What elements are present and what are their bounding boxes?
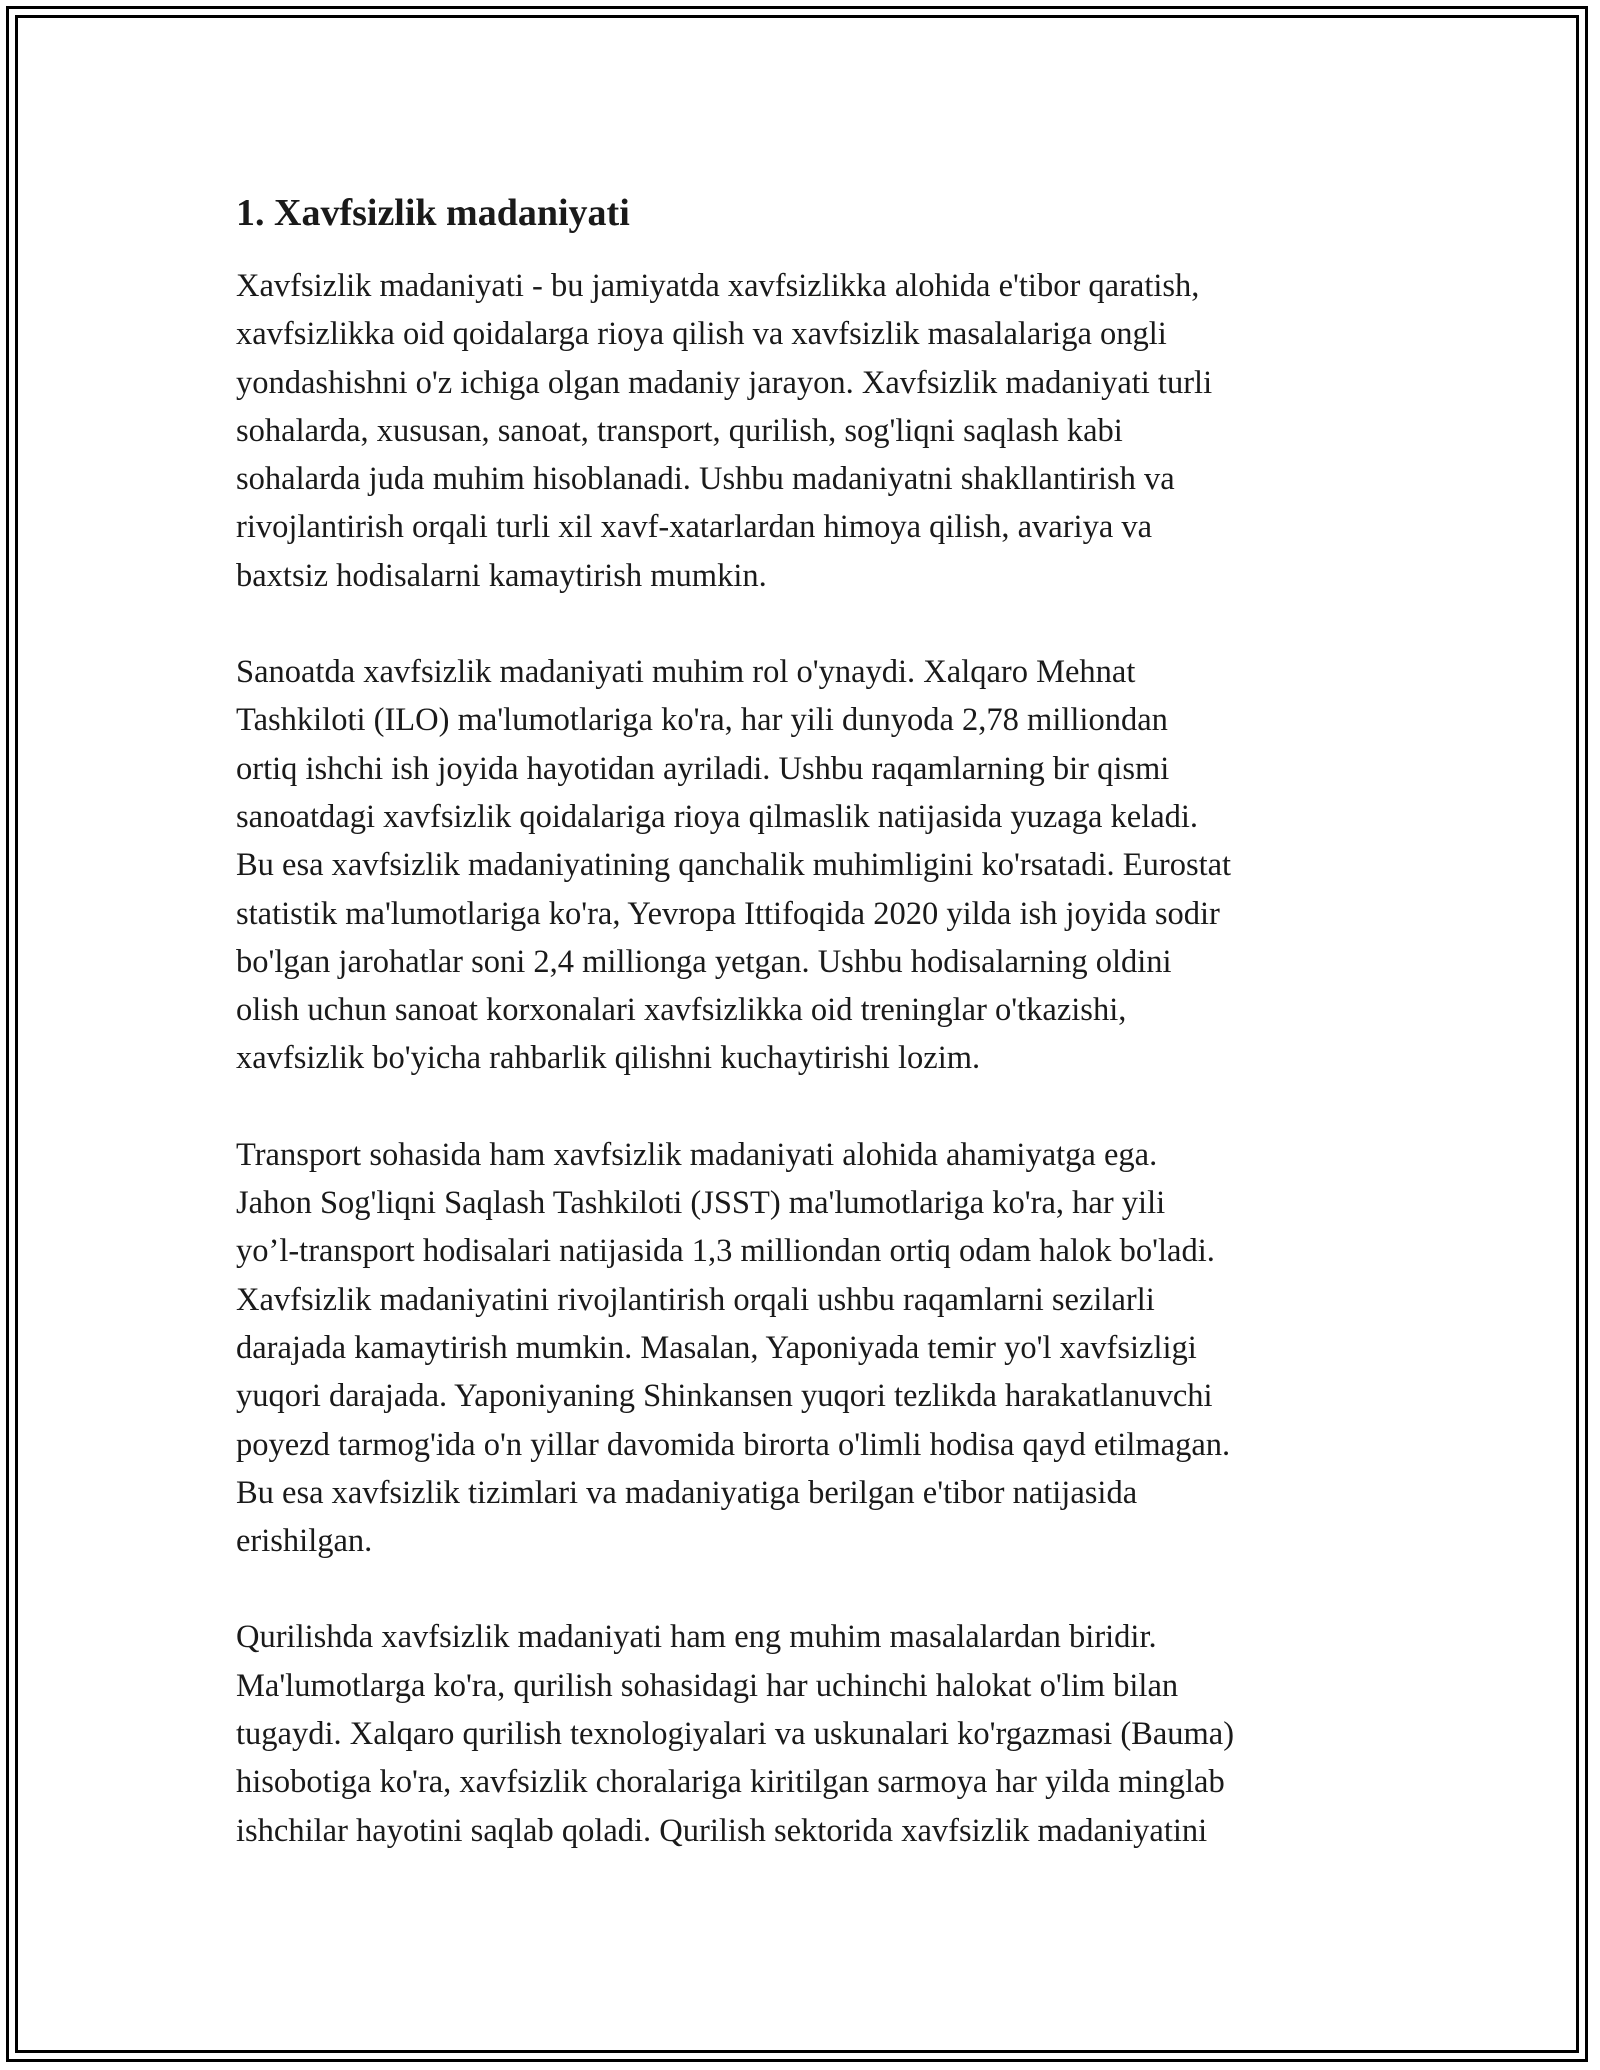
text-line: hisobotiga ko'ra, xavfsizlik choralariga kiritilgan sarmoya har yilda minglab	[236, 1764, 1225, 1801]
text-line: statistik ma'lumotlariga ko'ra, Yevropa Ittifoqida 2020 yilda ish joyida sodir	[236, 895, 1220, 932]
text-line: olish uchun sanoat korxonalari xavfsizlikka oid treninglar o'tkazishi,	[236, 992, 1127, 1029]
text-line: baxtsiz hodisalarni kamaytirish mumkin.	[236, 557, 767, 594]
text-line: Bu esa xavfsizlik madaniyatining qanchalik muhimligini ko'rsatadi. Eurostat	[236, 847, 1232, 884]
text-line: yondashishni o'z ichiga olgan madaniy jarayon. Xavfsizlik madaniyati turli	[236, 364, 1213, 401]
document-body	[236, 186, 1386, 1855]
text-line: sohalarda, xususan, sanoat, transport, qurilish, sog'liqni saqlash kabi	[236, 412, 1123, 449]
text-line: Qurilishda xavfsizlik madaniyati ham eng muhim masalalardan biridir.	[236, 1619, 1157, 1656]
text-line: Xavfsizlik madaniyatini rivojlantirish orqali ushbu raqamlarni sezilarli	[236, 1281, 1155, 1318]
text-line: sanoatdagi xavfsizlik qoidalariga rioya qilmaslik natijasida yuzaga keladi.	[236, 798, 1199, 835]
text-line: Sanoatda xavfsizlik madaniyati muhim rol o'ynaydi. Xalqaro Mehnat	[236, 654, 1136, 691]
paragraph-industry	[236, 648, 1386, 1083]
text-line: Bu esa xavfsizlik tizimlari va madaniyatiga berilgan e'tibor natijasida	[236, 1474, 1138, 1511]
text-line: tugaydi. Xalqaro qurilish texnologiyalari va uskunalari ko'rgazmasi (Bauma)	[236, 1716, 1235, 1753]
text-line: darajada kamaytirish mumkin. Masalan, Yaponiyada temir yo'l xavfsizligi	[236, 1329, 1197, 1366]
text-line: xavfsizlikka oid qoidalarga rioya qilish va xavfsizlik masalalariga ongli	[236, 316, 1167, 353]
text-line: Tashkiloti (ILO) ma'lumotlariga ko'ra, har yili dunyoda 2,78 milliondan	[236, 702, 1168, 739]
text-line: Xavfsizlik madaniyati - bu jamiyatda xavfsizlikka alohida e'tibor qaratish,	[236, 268, 1200, 304]
text-line: rivojlantirish orqali turli xil xavf-xatarlardan himoya qilish, avariya va	[236, 509, 1153, 546]
text-line: Ma'lumotlarga ko'ra, qurilish sohasidagi har uchinchi halokat o'lim bilan	[236, 1667, 1179, 1704]
text-line: Transport sohasida ham xavfsizlik madaniyati alohida ahamiyatga ega.	[236, 1136, 1158, 1173]
paragraph-intro	[236, 262, 1386, 600]
text-line: ortiq ishchi ish joyida hayotidan ayriladi. Ushbu raqamlarning bir qismi	[236, 750, 1170, 787]
text-line: xavfsizlik bo'yicha rahbarlik qilishni kuchaytirishi lozim.	[236, 1040, 981, 1077]
text-line: sohalarda juda muhim hisoblanadi. Ushbu madaniyatni shakllantirish va	[236, 461, 1175, 498]
paragraph-construction	[236, 1613, 1386, 1854]
text-line: Jahon Sog'liqni Saqlash Tashkiloti (JSST) ma'lumotlariga ko'ra, har yili	[236, 1185, 1166, 1222]
paragraph-transport	[236, 1131, 1386, 1566]
section-heading: 1. Xavfsizlik madaniyati	[236, 192, 630, 234]
text-line: erishilgan.	[236, 1523, 373, 1560]
text-line: poyezd tarmog'ida o'n yillar davomida birorta o'limli hodisa qayd etilmagan.	[236, 1426, 1231, 1463]
text-line: yo’l-transport hodisalari natijasida 1,3 milliondan ortiq odam halok bo'ladi.	[236, 1233, 1215, 1270]
text-line: yuqori darajada. Yaponiyaning Shinkansen yuqori tezlikda harakatlanuvchi	[236, 1378, 1213, 1415]
text-line: bo'lgan jarohatlar soni 2,4 millionga yetgan. Ushbu hodisalarning oldini	[236, 943, 1172, 980]
text-line: ishchilar hayotini saqlab qoladi. Qurilish sektorida xavfsizlik madaniyatini	[236, 1812, 1208, 1849]
